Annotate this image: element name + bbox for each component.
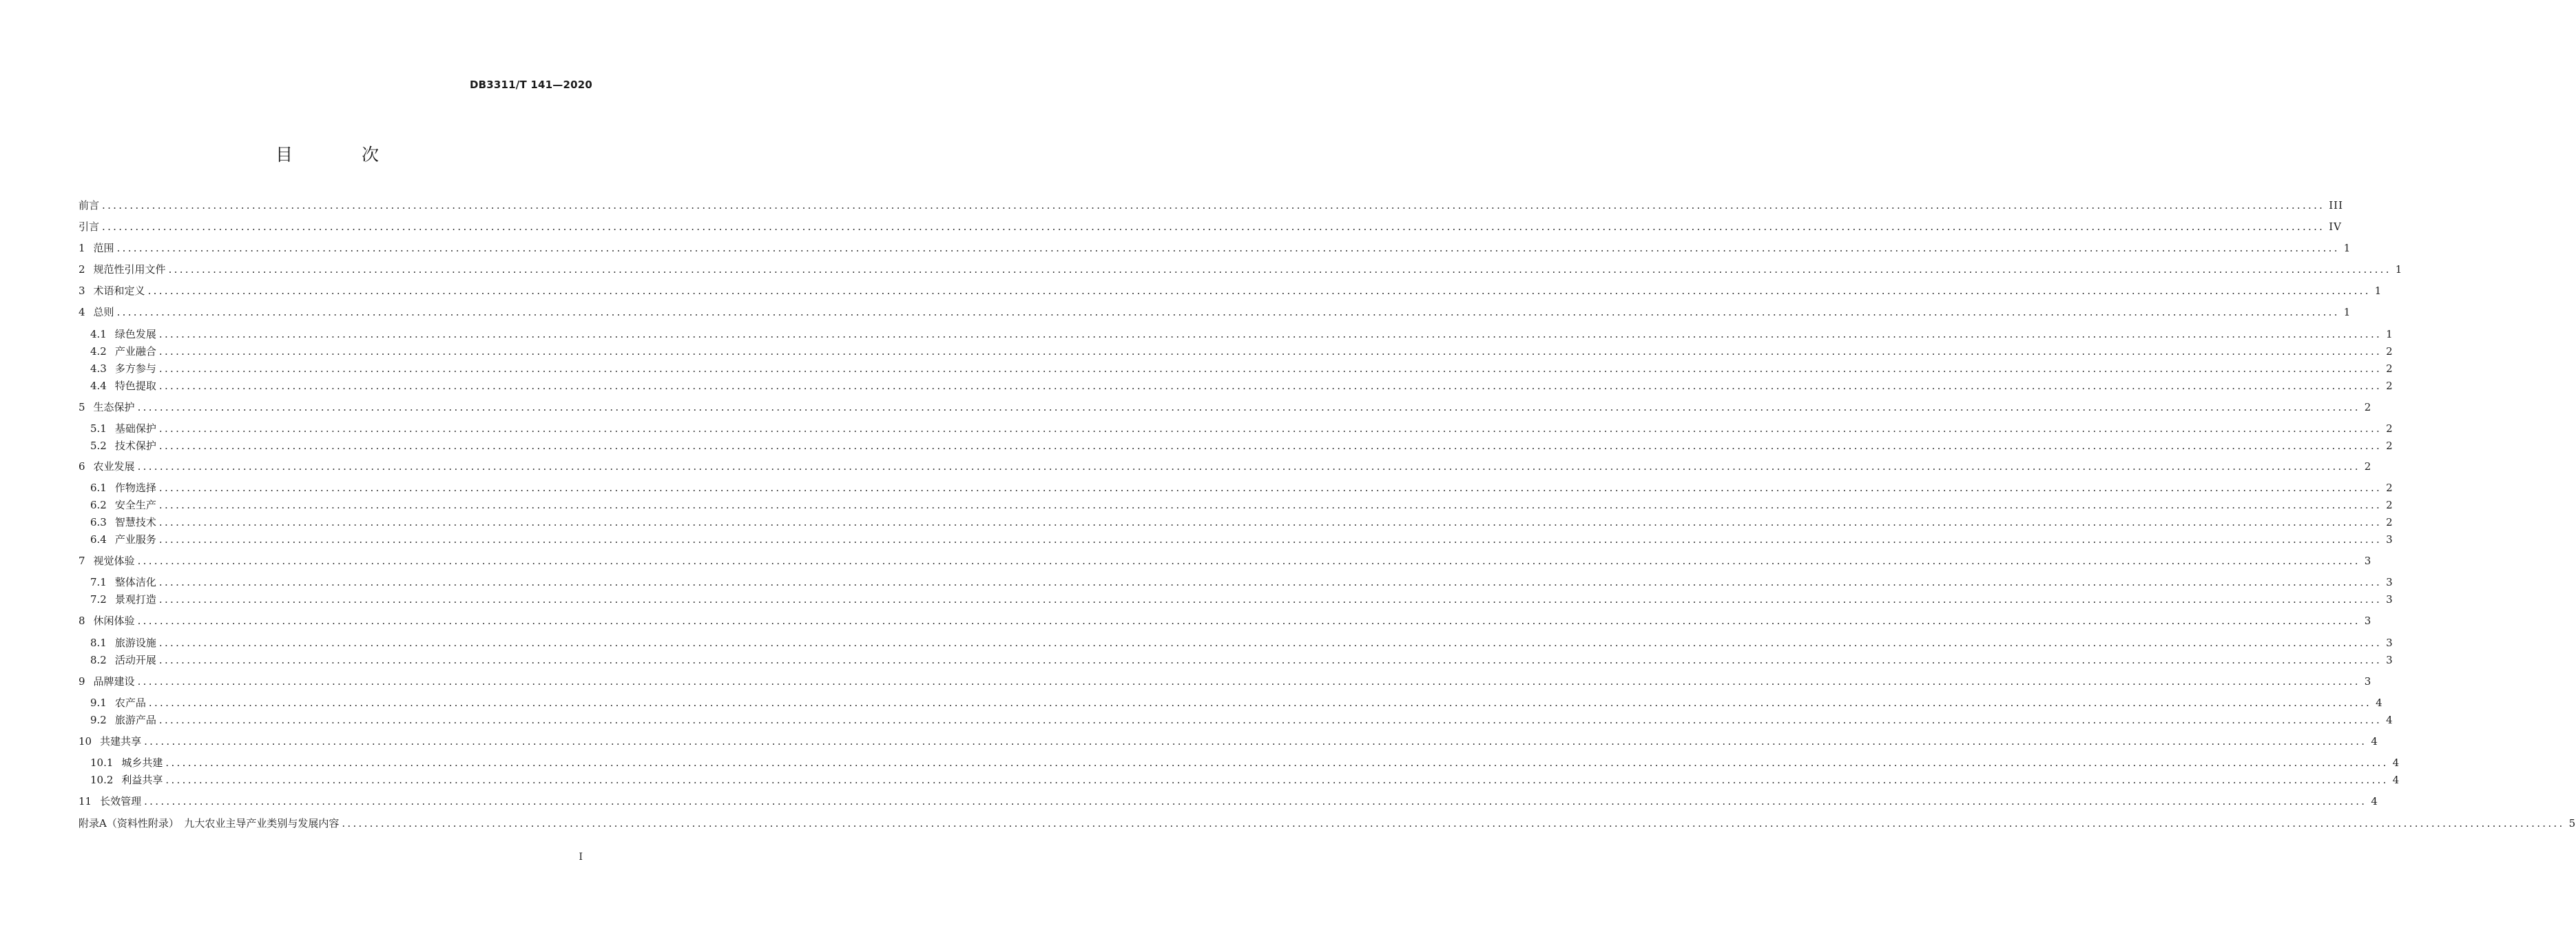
toc-entry-number: 9 — [79, 675, 85, 688]
toc-title: 目 次 — [276, 145, 411, 165]
toc-entry[interactable] — [79, 459, 2372, 474]
toc-entry-page: 1 — [2395, 263, 2403, 276]
toc-dot-leader: ................................................................................................................................................................................................................................................................................................................................................................................................................ — [158, 533, 2382, 546]
toc-entry[interactable] — [90, 712, 2393, 728]
toc-entry-title: 景观打造 — [114, 593, 156, 606]
toc-dot-leader: ................................................................................................................................................................................................................................................................................................................................................................................................................ — [148, 697, 2372, 709]
toc-entry[interactable] — [79, 283, 2382, 298]
toc-entry-title: 术语和定义 — [93, 285, 145, 297]
toc-entry[interactable] — [90, 421, 2393, 436]
toc-entry[interactable] — [79, 674, 2372, 689]
toc-entry-page: 3 — [2364, 675, 2372, 688]
toc-entry-number: 1 — [79, 242, 85, 254]
toc-dot-leader: ................................................................................................................................................................................................................................................................................................................................................................................................................ — [158, 345, 2382, 358]
toc-entry-page: 1 — [2374, 285, 2382, 297]
toc-entry-title: 规范性引用文件 — [93, 263, 166, 276]
toc-entry-title: 共建共享 — [100, 735, 142, 748]
toc-entry-number: 7.2 — [90, 593, 107, 606]
toc-dot-leader: ................................................................................................................................................................................................................................................................................................................................................................................................................ — [116, 242, 2340, 254]
toc-entry[interactable] — [79, 734, 2378, 749]
toc-entry[interactable] — [90, 361, 2393, 376]
toc-entry-title: 绿色发展 — [114, 328, 156, 340]
toc-dot-leader: ................................................................................................................................................................................................................................................................................................................................................................................................................ — [137, 460, 2360, 473]
toc-entry-number: 6 — [79, 460, 85, 473]
toc-entry-page: 1 — [2386, 328, 2393, 340]
toc-entry[interactable] — [79, 240, 2351, 256]
toc-entry-page: 2 — [2386, 516, 2393, 528]
toc-entry-title: 整体洁化 — [114, 576, 156, 588]
toc-entry-title: 品牌建设 — [93, 675, 135, 688]
toc-entry-page: 5 — [2568, 817, 2576, 830]
toc-dot-leader: ................................................................................................................................................................................................................................................................................................................................................................................................................ — [147, 285, 2371, 297]
toc-entry-title: 技术保护 — [114, 440, 156, 452]
toc-dot-leader: ................................................................................................................................................................................................................................................................................................................................................................................................................ — [158, 593, 2382, 606]
toc-entry-page: 2 — [2386, 362, 2393, 375]
toc-entry-number: 8.1 — [90, 637, 107, 649]
toc-entry[interactable] — [90, 327, 2393, 342]
toc-entry-title: 利益共享 — [121, 774, 163, 786]
toc-entry-number: 4.4 — [90, 380, 107, 392]
toc-entry-page: 4 — [2386, 714, 2393, 726]
toc-entry-page: 1 — [2343, 242, 2351, 254]
toc-entry-title: 生态保护 — [93, 401, 135, 413]
toc-entry-page: 2 — [2364, 460, 2372, 473]
toc-entry-number: 5.2 — [90, 440, 107, 452]
toc-dot-leader: ................................................................................................................................................................................................................................................................................................................................................................................................................ — [137, 401, 2360, 413]
toc-entry[interactable] — [90, 378, 2393, 393]
toc-entry-title: 农产品 — [114, 697, 146, 709]
toc-dot-leader: ................................................................................................................................................................................................................................................................................................................................................................................................................ — [137, 555, 2360, 567]
toc-entry-title: 产业融合 — [114, 345, 156, 358]
toc-dot-leader: ................................................................................................................................................................................................................................................................................................................................................................................................................ — [158, 380, 2382, 392]
toc-entry[interactable] — [90, 532, 2393, 547]
toc-entry-number: 10.2 — [90, 774, 114, 786]
toc-entry-number: 7.1 — [90, 576, 107, 588]
toc-entry-title: 休闲体验 — [93, 615, 135, 627]
toc-entry-number: 4.2 — [90, 345, 107, 358]
toc-entry[interactable] — [90, 592, 2393, 607]
toc-entry[interactable] — [79, 262, 2403, 277]
toc-dot-leader: ................................................................................................................................................................................................................................................................................................................................................................................................................ — [158, 499, 2382, 511]
toc-entry-page: 3 — [2386, 533, 2393, 546]
toc-entry-title: 农业发展 — [93, 460, 135, 473]
toc-entry-number: 9.1 — [90, 697, 107, 709]
toc-entry-number: 10.1 — [90, 757, 114, 769]
toc-entry-title: 旅游产品 — [114, 714, 156, 726]
toc-entry-number: 11 — [79, 795, 92, 807]
toc-entry-title: 智慧技术 — [114, 516, 156, 528]
toc-entry-page: 4 — [2392, 774, 2400, 786]
toc-entry-page: 3 — [2386, 576, 2393, 588]
toc-entry-number: 7 — [79, 555, 85, 567]
toc-entry-page: 4 — [2371, 735, 2378, 748]
toc-entry-number: 4.1 — [90, 328, 107, 340]
toc-entry-title: 基础保护 — [114, 422, 156, 435]
toc-entry[interactable] — [90, 480, 2393, 495]
toc-dot-leader: ................................................................................................................................................................................................................................................................................................................................................................................................................ — [165, 774, 2389, 786]
toc-entry-page: IV — [2329, 220, 2343, 233]
toc-dot-leader: ................................................................................................................................................................................................................................................................................................................................................................................................................ — [158, 516, 2382, 528]
toc-entry-page: 4 — [2371, 795, 2378, 807]
document-code: DB3311/T 141—2020 — [469, 79, 592, 91]
toc-entry-title: 总则 — [93, 306, 114, 318]
toc-entry-number: 10 — [79, 735, 92, 748]
toc-dot-leader: ................................................................................................................................................................................................................................................................................................................................................................................................................ — [144, 735, 2367, 748]
toc-entry-title: 多方参与 — [114, 362, 156, 375]
toc-entry-title: 旅游设施 — [114, 637, 156, 649]
toc-entry[interactable] — [79, 613, 2372, 628]
toc-dot-leader: ................................................................................................................................................................................................................................................................................................................................................................................................................ — [158, 576, 2382, 588]
toc-entry[interactable] — [90, 652, 2393, 668]
toc-dot-leader: ................................................................................................................................................................................................................................................................................................................................................................................................................ — [158, 440, 2382, 452]
toc-entry-page: 2 — [2386, 440, 2393, 452]
toc-entry-number: 8.2 — [90, 654, 107, 666]
toc-entry-number: 5 — [79, 401, 85, 413]
toc-entry-page: 2 — [2386, 380, 2393, 392]
toc-entry-title: 视觉体验 — [93, 555, 135, 567]
toc-entry-page: 2 — [2386, 345, 2393, 358]
toc-entry-number: 6.4 — [90, 533, 107, 546]
toc-dot-leader: ................................................................................................................................................................................................................................................................................................................................................................................................................ — [165, 757, 2389, 769]
toc-entry-page: 2 — [2386, 482, 2393, 494]
toc-entry-number: 2 — [79, 263, 85, 276]
toc-entry[interactable] — [90, 695, 2383, 710]
toc-entry-number: 8 — [79, 615, 85, 627]
toc-dot-leader: ................................................................................................................................................................................................................................................................................................................................................................................................................ — [158, 422, 2382, 435]
toc-dot-leader: ................................................................................................................................................................................................................................................................................................................................................................................................................ — [158, 362, 2382, 375]
toc-dot-leader: ................................................................................................................................................................................................................................................................................................................................................................................................................ — [144, 795, 2367, 807]
toc-entry-number: 6.3 — [90, 516, 107, 528]
toc-dot-leader: ................................................................................................................................................................................................................................................................................................................................................................................................................ — [102, 199, 2325, 212]
toc-entry[interactable] — [79, 553, 2372, 568]
toc-entry-number: 3 — [79, 285, 85, 297]
toc-dot-leader: ................................................................................................................................................................................................................................................................................................................................................................................................................ — [342, 817, 2565, 830]
toc-entry-number: 4.3 — [90, 362, 107, 375]
toc-entry-page: 2 — [2386, 499, 2393, 511]
toc-entry-page: 3 — [2386, 593, 2393, 606]
toc-entry-title: 长效管理 — [100, 795, 142, 807]
toc-entry-title: 产业服务 — [114, 533, 156, 546]
toc-entry[interactable] — [90, 344, 2393, 359]
toc-entry[interactable] — [90, 515, 2393, 530]
toc-entry-title: 特色提取 — [114, 380, 156, 392]
toc-entry-number: 4 — [79, 306, 85, 318]
toc-entry-number: 6.2 — [90, 499, 107, 511]
toc-dot-leader: ................................................................................................................................................................................................................................................................................................................................................................................................................ — [158, 637, 2382, 649]
toc-entry-page: 1 — [2343, 306, 2351, 318]
toc-dot-leader: ................................................................................................................................................................................................................................................................................................................................................................................................................ — [158, 328, 2382, 340]
toc-entry-page: 3 — [2386, 654, 2393, 666]
toc-entry[interactable] — [79, 305, 2351, 320]
toc-entry-number: 5.1 — [90, 422, 107, 435]
toc-entry-page: 3 — [2386, 637, 2393, 649]
toc-entry-page: 2 — [2364, 401, 2372, 413]
toc-entry-number: 9.2 — [90, 714, 107, 726]
toc-entry[interactable] — [90, 497, 2393, 513]
toc-entry-page: 3 — [2364, 555, 2372, 567]
toc-dot-leader: ................................................................................................................................................................................................................................................................................................................................................................................................................ — [158, 714, 2382, 726]
toc-entry-title: 范围 — [93, 242, 114, 254]
toc-entry-page: 3 — [2364, 615, 2372, 627]
toc-dot-leader: ................................................................................................................................................................................................................................................................................................................................................................................................................ — [137, 675, 2360, 688]
toc-entry[interactable] — [79, 219, 2343, 234]
toc-entry-title: 附录A（资料性附录） 九大农业主导产业类别与发展内容 — [79, 817, 340, 830]
toc-dot-leader: ................................................................................................................................................................................................................................................................................................................................................................................................................ — [102, 220, 2325, 233]
toc-entry[interactable] — [90, 438, 2393, 453]
toc-dot-leader: ................................................................................................................................................................................................................................................................................................................................................................................................................ — [158, 482, 2382, 494]
toc-entry-title: 安全生产 — [114, 499, 156, 511]
toc-dot-leader: ................................................................................................................................................................................................................................................................................................................................................................................................................ — [137, 615, 2360, 627]
toc-entry[interactable] — [90, 635, 2393, 650]
toc-entry-title: 作物选择 — [114, 482, 156, 494]
toc-entry-page: 2 — [2386, 422, 2393, 435]
toc-entry[interactable] — [79, 816, 2576, 831]
toc-dot-leader: ................................................................................................................................................................................................................................................................................................................................................................................................................ — [168, 263, 2391, 276]
toc-entry[interactable] — [79, 198, 2344, 213]
toc-entry-number: 6.1 — [90, 482, 107, 494]
toc-entry[interactable] — [79, 794, 2378, 809]
toc-entry-page: 4 — [2392, 757, 2400, 769]
toc-entry-page: III — [2329, 199, 2344, 212]
toc-entry[interactable] — [90, 575, 2393, 590]
toc-dot-leader: ................................................................................................................................................................................................................................................................................................................................................................................................................ — [116, 306, 2340, 318]
toc-entry[interactable] — [90, 755, 2400, 770]
toc-entry-title: 前言 — [79, 199, 100, 212]
toc-entry-title: 城乡共建 — [121, 757, 163, 769]
toc-entry[interactable] — [90, 772, 2400, 788]
toc-entry-title: 活动开展 — [114, 654, 156, 666]
toc-dot-leader: ................................................................................................................................................................................................................................................................................................................................................................................................................ — [158, 654, 2382, 666]
toc-entry-page: 4 — [2376, 697, 2383, 709]
page-number: I — [579, 852, 583, 863]
toc-entry[interactable] — [79, 400, 2372, 415]
toc-entry-title: 引言 — [79, 220, 100, 233]
